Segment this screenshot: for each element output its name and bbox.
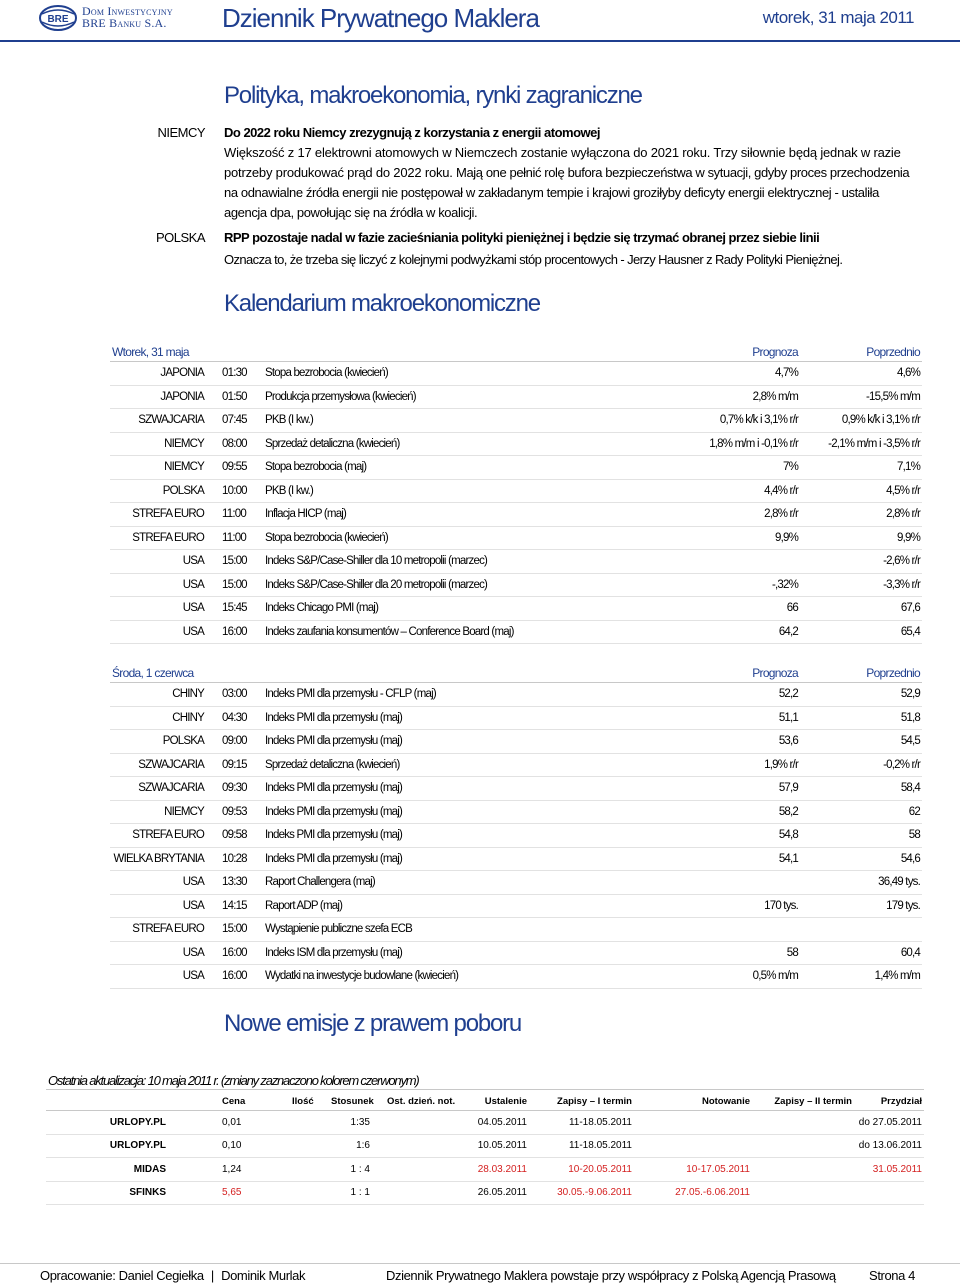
calendar-forecast: 64,2 xyxy=(778,625,798,638)
calendar-day-header xyxy=(0,343,960,363)
calendar-time: 16:00 xyxy=(222,970,247,982)
calendar-event: Sprzedaż detaliczna (kwiecień) xyxy=(265,758,400,771)
calendar-event: Wystąpienie publiczne szefa ECB xyxy=(265,923,413,935)
calendar-country: USA xyxy=(182,970,204,982)
footer-separator: | xyxy=(210,1268,214,1283)
calendar-country: NIEMCY xyxy=(164,805,204,818)
emission-stosunek: 1 : 1 xyxy=(350,1186,370,1198)
calendar-event: Inflacja HICP (maj) xyxy=(265,508,347,520)
calendar-row xyxy=(0,848,960,872)
calendar-forecast: 57,9 xyxy=(778,782,798,794)
calendar-event: Indeks Chicago PMI (maj) xyxy=(265,602,379,614)
col-notowanie: Notowanie xyxy=(701,1096,750,1107)
emission-row xyxy=(0,1112,960,1135)
emission-ustalenie: 04.05.2011 xyxy=(477,1117,527,1128)
emissions-table-header xyxy=(0,1094,960,1110)
calendar-country: WIELKA BRYTANIA xyxy=(113,852,204,865)
calendar-day-header xyxy=(0,664,960,684)
calendar-event: Indeks S&P/Case-Shiller dla 20 metropolii (marzec) xyxy=(265,578,488,591)
calendar-event: Raport ADP (maj) xyxy=(265,899,343,912)
calendar-time: 15:00 xyxy=(222,578,247,591)
calendar-time: 15:00 xyxy=(222,555,247,567)
calendar-row xyxy=(0,871,960,895)
calendar-country: USA xyxy=(182,876,204,888)
calendar-country: NIEMCY xyxy=(164,461,204,473)
calendar-event: Indeks PMI dla przemysłu - CFLP (maj) xyxy=(265,688,436,700)
calendar-event: Stopa bezrobocia (kwiecień) xyxy=(265,367,388,379)
calendar-previous: 4,6% xyxy=(896,367,920,379)
calendar-previous: 2,8% r/r xyxy=(886,508,920,520)
calendar-forecast: 7% xyxy=(782,461,798,473)
calendar-row xyxy=(0,801,960,825)
calendar-country: STREFA EURO xyxy=(132,923,204,935)
calendar-forecast: 170 tys. xyxy=(764,899,798,912)
news-country-niemcy: NIEMCY xyxy=(157,125,205,140)
calendar-time: 11:00 xyxy=(222,508,246,520)
calendar-day-label: Wtorek, 31 maja xyxy=(112,345,189,359)
calendar-event: Indeks ISM dla przemysłu (maj) xyxy=(265,946,403,959)
calendar-event: Wydatki na inwestycje budowlane (kwiecień) xyxy=(265,970,459,982)
col-zapisy-1: Zapisy – I termin xyxy=(557,1096,632,1107)
calendar-forecast: 4,4% r/r xyxy=(764,484,798,497)
calendar-country: USA xyxy=(182,602,204,614)
calendar-previous: 67,6 xyxy=(900,602,920,614)
emission-cena: 0,01 xyxy=(222,1117,242,1128)
calendar-country: STREFA EURO xyxy=(132,508,204,520)
emission-name: URLOPY.PL xyxy=(109,1117,166,1128)
calendar-country: SZWAJCARIA xyxy=(138,782,204,794)
col-ustalenie: Ustalenie xyxy=(484,1096,527,1107)
emission-notowanie: 10-17.05.2011 xyxy=(686,1163,750,1175)
calendar-previous: 58 xyxy=(908,829,920,841)
emission-z1: 11-18.05.2011 xyxy=(568,1117,632,1128)
calendar-forecast: 1,9% r/r xyxy=(764,758,798,771)
calendar-country: SZWAJCARIA xyxy=(138,758,204,771)
footer-page-number: Strona 4 xyxy=(869,1268,915,1283)
calendar-country: USA xyxy=(182,899,204,912)
calendar-time: 16:00 xyxy=(222,946,247,959)
calendar-row xyxy=(0,597,960,621)
calendar-country: USA xyxy=(182,625,204,638)
calendar-previous: 7,1% xyxy=(896,461,920,473)
calendar-time: 13:30 xyxy=(222,876,247,888)
emission-przydzial: do 27.05.2011 xyxy=(858,1117,922,1128)
calendar-event: Produkcja przemysłowa (kwiecień) xyxy=(265,390,416,403)
calendar-row xyxy=(0,777,960,801)
calendar-previous: 0,9% k/k i 3,1% r/r xyxy=(841,414,920,426)
calendar-forecast: 0,7% k/k i 3,1% r/r xyxy=(719,414,798,426)
emission-ustalenie: 10.05.2011 xyxy=(477,1140,527,1152)
divider xyxy=(46,1089,924,1090)
calendar-col-previous: Poprzednio xyxy=(866,345,920,359)
emission-row xyxy=(0,1182,960,1205)
news-body-niemcy xyxy=(224,143,920,223)
calendar-section-title: Kalendarium makroekonomiczne xyxy=(224,290,540,317)
logo-text: BRE xyxy=(47,14,69,25)
calendar-previous: 58,4 xyxy=(900,782,920,794)
brand-line-2: BRE Banku S.A. xyxy=(82,16,167,30)
emission-ustalenie: 26.05.2011 xyxy=(477,1186,527,1198)
calendar-forecast: 53,6 xyxy=(778,735,798,747)
calendar-previous: 65,4 xyxy=(900,625,920,638)
calendar-forecast: 51,1 xyxy=(778,711,798,724)
calendar-forecast: 52,2 xyxy=(778,688,798,700)
calendar-row xyxy=(0,730,960,754)
calendar-forecast: 58,2 xyxy=(778,805,798,818)
calendar-row xyxy=(0,824,960,848)
col-ilosc: Ilość xyxy=(292,1096,314,1107)
calendar-country: CHINY xyxy=(172,688,204,700)
footer-author-1: Opracowanie: Daniel Cegiełka xyxy=(40,1268,204,1283)
calendar-row xyxy=(0,965,960,989)
calendar-row xyxy=(0,409,960,433)
news-headline-polska: RPP pozostaje nadal w fazie zacieśniania polityki pieniężnej i będzie się trzymać obranej przez siebie linii xyxy=(224,230,820,245)
calendar-time: 14:15 xyxy=(222,899,247,912)
emission-row xyxy=(0,1159,960,1182)
calendar-time: 16:00 xyxy=(222,625,247,638)
calendar-row xyxy=(0,918,960,942)
publication-date: wtorek, 31 maja 2011 xyxy=(762,8,914,27)
bre-logo-icon xyxy=(38,4,78,32)
calendar-row xyxy=(0,621,960,645)
col-stosunek: Stosunek xyxy=(331,1096,374,1107)
calendar-row xyxy=(0,707,960,731)
col-ost-dzien-not: Ost. dzień. not. xyxy=(387,1096,456,1107)
emission-notowanie: 27.05.-6.06.2011 xyxy=(675,1186,750,1198)
calendar-previous: -3,3% r/r xyxy=(883,578,920,591)
calendar-forecast: 2,8% m/m xyxy=(752,390,798,403)
calendar-country: JAPONIA xyxy=(160,367,204,379)
calendar-time: 15:45 xyxy=(222,602,247,614)
col-przydzial: Przydział xyxy=(880,1096,922,1107)
calendar-time: 07:45 xyxy=(222,414,247,426)
calendar-previous: -2,1% m/m i -3,5% r/r xyxy=(828,437,920,450)
calendar-previous: 60,4 xyxy=(900,946,920,959)
calendar-time: 03:00 xyxy=(222,688,247,700)
calendar-row xyxy=(0,386,960,410)
calendar-country: POLSKA xyxy=(162,735,204,747)
emission-cena: 1,24 xyxy=(222,1163,242,1175)
emission-stosunek: 1 : 4 xyxy=(350,1163,370,1175)
calendar-forecast: 4,7% xyxy=(774,367,798,379)
news-headline-niemcy: Do 2022 roku Niemcy zrezygnują z korzystania z energii atomowej xyxy=(224,125,600,140)
emission-cena: 0,10 xyxy=(222,1140,242,1152)
calendar-previous: -0,2% r/r xyxy=(883,758,920,771)
calendar-country: STREFA EURO xyxy=(132,531,204,544)
calendar-time: 11:00 xyxy=(222,531,246,544)
calendar-time: 10:28 xyxy=(222,852,247,865)
calendar-previous: 4,5% r/r xyxy=(886,484,920,497)
news-body-niemcy-p2: Mają one pełnić rolę bufora bezpieczeństwa w sytuacji, gdyby proces przechodzenia na odnawialne źródła energii nie postępował w zakładanym tempie i krajowi groziłyby deficyty energii elektrycznej - ustaliła agencja dpa, powołując się na źródła w koalicji. xyxy=(224,165,910,220)
calendar-time: 01:30 xyxy=(222,367,247,379)
emissions-section-title: Nowe emisje z prawem poboru xyxy=(224,1010,522,1037)
calendar-event: Indeks S&P/Case-Shiller dla 10 metropolii (marzec) xyxy=(265,555,488,567)
calendar-row xyxy=(0,503,960,527)
page-header xyxy=(0,0,960,40)
calendar-time: 09:58 xyxy=(222,829,247,841)
emission-row xyxy=(0,1135,960,1158)
calendar-event: Raport Challengera (maj) xyxy=(265,876,375,888)
calendar-previous: 179 tys. xyxy=(886,899,920,912)
calendar-country: CHINY xyxy=(172,711,204,724)
calendar-country: USA xyxy=(182,578,204,591)
calendar-previous: 52,9 xyxy=(900,688,920,700)
emission-stosunek: 1:35 xyxy=(350,1117,370,1128)
calendar-country: POLSKA xyxy=(162,484,204,497)
calendar-previous: 1,4% m/m xyxy=(874,970,920,982)
calendar-col-forecast: Prognoza xyxy=(752,345,798,359)
calendar-country: NIEMCY xyxy=(164,437,204,450)
calendar-previous: 62 xyxy=(908,805,920,818)
emission-z1: 30.05.-9.06.2011 xyxy=(557,1186,632,1198)
calendar-country: SZWAJCARIA xyxy=(138,414,204,426)
calendar-row xyxy=(0,527,960,551)
calendar-time: 09:15 xyxy=(222,758,247,771)
calendar-col-forecast: Prognoza xyxy=(752,666,798,680)
brand-name xyxy=(82,5,173,29)
calendar-event: Indeks PMI dla przemysłu (maj) xyxy=(265,782,403,794)
calendar-event: Stopa bezrobocia (maj) xyxy=(265,461,367,473)
emission-z1: 11-18.05.2011 xyxy=(568,1140,632,1152)
calendar-time: 15:00 xyxy=(222,923,247,935)
news-country-polska: POLSKA xyxy=(155,230,205,245)
emissions-update-note: Ostatnia aktualizacja: 10 maja 2011 r. (zmiany zaznaczono kolorem czerwonym) xyxy=(48,1073,419,1088)
divider xyxy=(46,1110,924,1111)
calendar-row xyxy=(0,456,960,480)
calendar-row xyxy=(0,574,960,598)
calendar-time: 04:30 xyxy=(222,711,247,724)
calendar-time: 10:00 xyxy=(222,484,247,497)
calendar-country: USA xyxy=(182,946,204,959)
calendar-row xyxy=(0,683,960,707)
calendar-time: 09:53 xyxy=(222,805,247,818)
calendar-event: Sprzedaż detaliczna (kwiecień) xyxy=(265,437,400,450)
calendar-time: 08:00 xyxy=(222,437,247,450)
calendar-event: Indeks PMI dla przemysłu (maj) xyxy=(265,805,403,818)
calendar-forecast: 1,8% m/m i -0,1% r/r xyxy=(709,437,798,450)
emission-z1: 10-20.05.2011 xyxy=(568,1163,632,1175)
calendar-previous: 54,6 xyxy=(900,852,920,865)
calendar-row xyxy=(0,754,960,778)
politics-section-title: Polityka, makroekonomia, rynki zagraniczne xyxy=(224,82,642,109)
calendar-previous: -2,6% r/r xyxy=(883,555,920,567)
emission-stosunek: 1:6 xyxy=(356,1140,370,1152)
calendar-country: USA xyxy=(182,555,204,567)
calendar-col-previous: Poprzednio xyxy=(866,666,920,680)
footer-authors xyxy=(40,1268,305,1283)
calendar-event: PKB (I kw.) xyxy=(265,414,314,426)
emission-ustalenie: 28.03.2011 xyxy=(477,1163,527,1175)
calendar-forecast: 66 xyxy=(786,602,798,614)
calendar-row xyxy=(0,433,960,457)
calendar-forecast: 58 xyxy=(786,946,798,959)
calendar-event: Indeks PMI dla przemysłu (maj) xyxy=(265,735,403,747)
calendar-previous: 9,9% xyxy=(896,531,920,544)
emission-name: URLOPY.PL xyxy=(109,1140,166,1152)
calendar-row xyxy=(0,362,960,386)
publication-title: Dziennik Prywatnego Maklera xyxy=(222,3,539,33)
calendar-day-label: Środa, 1 czerwca xyxy=(112,666,194,680)
footer-divider xyxy=(0,1263,960,1264)
emission-name: MIDAS xyxy=(133,1163,166,1175)
emission-cena: 5,65 xyxy=(222,1186,242,1198)
calendar-time: 09:55 xyxy=(222,461,247,473)
emission-przydzial: do 13.06.2011 xyxy=(858,1140,922,1152)
calendar-previous: 54,5 xyxy=(900,735,920,747)
calendar-time: 09:30 xyxy=(222,782,247,794)
news-body-polska: Oznacza to, że trzeba się liczyć z kolejnymi podwyżkami stóp procentowych - Jerzy Hausner z Rady Polityki Pieniężnej. xyxy=(224,252,843,267)
calendar-event: Stopa bezrobocia (kwiecień) xyxy=(265,531,388,544)
calendar-time: 01:50 xyxy=(222,390,247,403)
calendar-forecast: 54,8 xyxy=(778,829,798,841)
calendar-row xyxy=(0,942,960,966)
col-zapisy-2: Zapisy – II termin xyxy=(774,1096,852,1107)
calendar-row xyxy=(0,550,960,574)
calendar-previous: 51,8 xyxy=(900,711,920,724)
calendar-forecast: 2,8% r/r xyxy=(764,508,798,520)
calendar-event: Indeks PMI dla przemysłu (maj) xyxy=(265,829,403,841)
calendar-previous: 36,49 tys. xyxy=(878,876,920,888)
calendar-forecast: 0,5% m/m xyxy=(752,970,798,982)
calendar-previous: -15,5% m/m xyxy=(866,390,920,403)
news-body-niemcy-p1: Większość z 17 elektrowni atomowych w Niemczech zostanie wyłączona do 2021 roku. Trzy siłownie będą jednak w razie potrzeby produkować prąd do 2022 roku. xyxy=(224,145,901,180)
calendar-country: STREFA EURO xyxy=(132,829,204,841)
calendar-event: Indeks PMI dla przemysłu (maj) xyxy=(265,852,403,865)
calendar-forecast: 54,1 xyxy=(778,852,798,865)
calendar-forecast: 9,9% xyxy=(774,531,798,544)
calendar-country: JAPONIA xyxy=(160,390,204,403)
calendar-row xyxy=(0,480,960,504)
header-divider xyxy=(0,40,960,42)
calendar-forecast: -,32% xyxy=(771,578,798,591)
emission-przydzial: 31.05.2011 xyxy=(872,1163,922,1175)
footer-note: Dziennik Prywatnego Maklera powstaje przy współpracy z Polską Agencją Prasową xyxy=(386,1268,836,1283)
calendar-event: PKB (I kw.) xyxy=(265,484,314,497)
calendar-time: 09:00 xyxy=(222,735,247,747)
calendar-row xyxy=(0,895,960,919)
emission-name: SFINKS xyxy=(129,1186,166,1198)
footer-author-2: Dominik Murlak xyxy=(221,1268,306,1283)
calendar-event: Indeks zaufania konsumentów – Conference Board (maj) xyxy=(265,625,514,638)
brand-line-1: Dom Inwestycyjny xyxy=(82,4,173,18)
col-cena: Cena xyxy=(222,1096,246,1107)
calendar-event: Indeks PMI dla przemysłu (maj) xyxy=(265,711,403,724)
